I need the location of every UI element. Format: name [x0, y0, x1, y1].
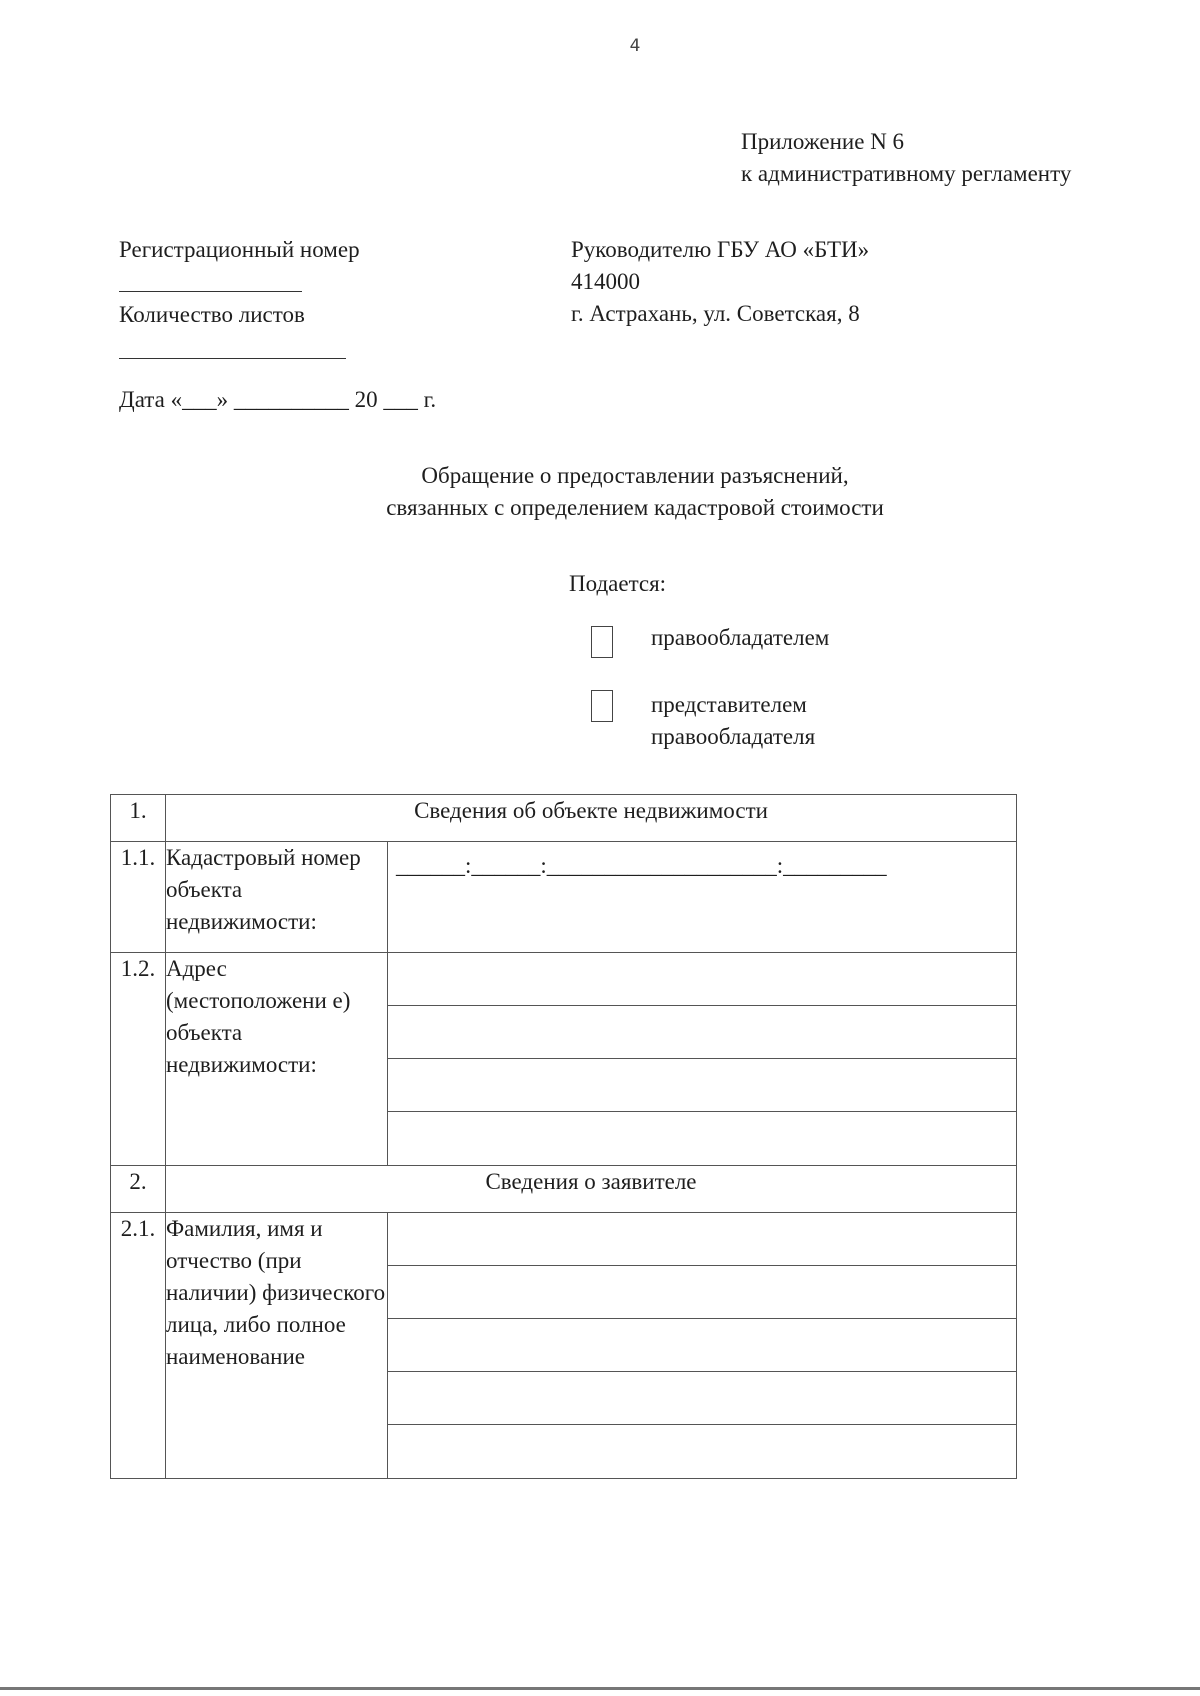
address-field[interactable] [388, 953, 1017, 1166]
appendix-header [741, 126, 1071, 190]
address-line[interactable] [388, 1059, 1016, 1112]
reg-number-line [119, 291, 302, 292]
cadastral-number-field[interactable] [388, 842, 1017, 953]
page-bottom-edge [0, 1687, 1200, 1690]
addressee-line-2: 414000 [571, 269, 640, 294]
section-2-number: 2. [111, 1166, 166, 1213]
applicant-name-line[interactable] [388, 1266, 1016, 1319]
row-1-2-label: Адрес (местоположени е) объекта недвижимости: [166, 953, 388, 1166]
address-line[interactable] [388, 1112, 1016, 1165]
page-number: 4 [629, 36, 641, 56]
reg-number-label: Регистрационный номер [119, 237, 360, 262]
cadastral-number-template: ______:______:____________________:_________ [396, 853, 887, 878]
row-1-1-number: 1.1. [111, 842, 166, 953]
sheet-count-label: Количество листов [119, 302, 305, 327]
section-2-title: Сведения о заявителе [166, 1166, 1017, 1213]
representative-label-line-2: правообладателя [651, 724, 816, 749]
row-1-2 [111, 953, 1017, 1166]
addressee-block [571, 234, 869, 330]
rightholder-checkbox[interactable] [591, 626, 613, 658]
representative-checkbox[interactable] [591, 690, 613, 722]
section-1-number: 1. [111, 795, 166, 842]
section-2-header-row [111, 1166, 1017, 1213]
registration-block [119, 234, 360, 266]
applicant-name-line[interactable] [388, 1213, 1016, 1266]
row-2-1 [111, 1213, 1017, 1479]
filed-by-label: Подается: [569, 571, 667, 596]
title-line-1: Обращение о предоставлении разъяснений, [421, 463, 849, 488]
application-form-table [110, 794, 1017, 1479]
section-1-header-row [111, 795, 1017, 842]
address-line[interactable] [388, 953, 1016, 1006]
address-line[interactable] [388, 1006, 1016, 1059]
representative-label-line-1: представителем [651, 692, 807, 717]
row-1-1 [111, 842, 1017, 953]
applicant-name-field[interactable] [388, 1213, 1017, 1479]
appendix-line-2: к административному регламенту [741, 161, 1072, 186]
row-2-1-number: 2.1. [111, 1213, 166, 1479]
row-1-2-number: 1.2. [111, 953, 166, 1166]
date-field: Дата «___» __________ 20 ___ г. [119, 387, 437, 412]
row-1-1-label: Кадастровый номер объекта недвижимости: [166, 842, 388, 953]
applicant-name-line[interactable] [388, 1425, 1016, 1478]
sheet-count-line [119, 358, 346, 359]
representative-option-label [651, 689, 815, 753]
rightholder-option-label: правообладателем [651, 625, 830, 650]
addressee-line-1: Руководителю ГБУ АО «БТИ» [571, 237, 870, 262]
appendix-line-1: Приложение N 6 [741, 129, 905, 154]
title-line-2: связанных с определением кадастровой стоимости [386, 495, 884, 520]
applicant-name-line[interactable] [388, 1319, 1016, 1372]
applicant-name-line[interactable] [388, 1372, 1016, 1425]
section-1-title: Сведения об объекте недвижимости [166, 795, 1017, 842]
row-2-1-label: Фамилия, имя и отчество (при наличии) физического лица, либо полное наименование [166, 1213, 388, 1479]
addressee-line-3: г. Астрахань, ул. Советская, 8 [571, 301, 860, 326]
document-title [0, 460, 1200, 524]
